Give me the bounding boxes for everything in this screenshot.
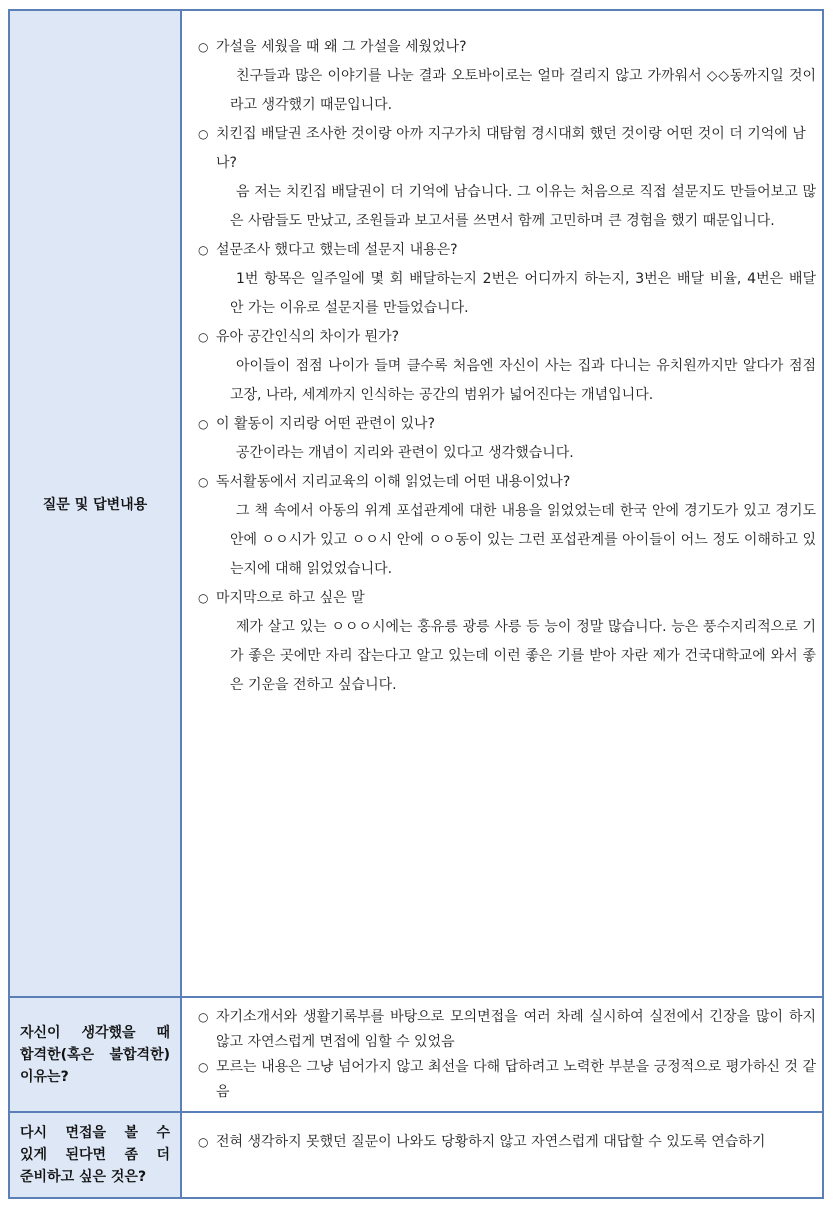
question: ○ 가설을 세웠을 때 왜 그 가설을 세웠었나? bbox=[194, 33, 816, 62]
qa-row bbox=[10, 11, 822, 998]
answer: 공간이라는 개념이 지리와 관련이 있다고 생각했습니다. bbox=[236, 445, 574, 461]
bullet-icon: ○ bbox=[198, 40, 209, 54]
reason-item: ○ 모르는 내용은 그냥 넘어가지 않고 최선을 다해 답하려고 노력한 부분을 긍정적으로 평가하신 것 같음 bbox=[194, 1055, 816, 1105]
answer: 그 책 속에서 아동의 위계 포섭관계에 대한 내용을 읽었었는데 한국 안에 경기도가 있고 경기도 안에 ㅇㅇ시가 있고 ㅇㅇ시 안에 ㅇㅇ동이 있는 그런 포섭관계를 아이들이 어느 정도 이해하고 있는지에 대해 읽었었습니다. bbox=[230, 503, 816, 577]
bullet-icon: ○ bbox=[198, 417, 209, 431]
answer: 음 저는 치킨집 배달권이 더 기억에 남습니다. 그 이유는 처음으로 직접 설문지도 만들어보고 많은 사람들도 만났고, 조원들과 보고서를 쓰면서 함께 고민하며 큰 경험을 했기 때문입니다. bbox=[230, 184, 816, 229]
qa-item bbox=[194, 120, 816, 236]
answer: 아이들이 점점 나이가 들며 클수록 처음엔 자신이 사는 집과 다니는 유치원까지만 알다가 점점 고장, 나라, 세계까지 인식하는 공간의 범위가 넓어진다는 개념입니다. bbox=[230, 358, 816, 403]
preparation-row-label bbox=[10, 1113, 182, 1197]
preparation-label-text: 다시 면접을 볼 수 있게 된다면 좀 더 준비하고 싶은 것은? bbox=[20, 1125, 170, 1185]
bullet-icon: ○ bbox=[198, 330, 209, 344]
qa-label-text: 질문 및 답변내용 bbox=[42, 496, 148, 513]
answer: 친구들과 많은 이야기를 나눈 결과 오토바이로는 얼마 걸리지 않고 가까워서 ◇◇동까지일 것이라고 생각했기 때문입니다. bbox=[230, 68, 816, 113]
question: ○ 유아 공간인식의 차이가 뭔가? bbox=[194, 323, 816, 352]
bullet-icon: ○ bbox=[198, 127, 209, 141]
qa-item bbox=[194, 584, 816, 700]
reason-item: ○ 자기소개서와 생활기록부를 바탕으로 모의면접을 여러 차례 실시하여 실전에서 긴장을 많이 하지 않고 자연스럽게 면접에 임할 수 있었음 bbox=[194, 1005, 816, 1055]
reason-row bbox=[10, 998, 822, 1113]
qa-item bbox=[194, 236, 816, 323]
reason-row-label bbox=[10, 998, 182, 1111]
answer: 1번 항목은 일주일에 몇 회 배달하는지 2번은 어디까지 하는지, 3번은 배달 비율, 4번은 배달 안 가는 이유로 설문지를 만들었습니다. bbox=[230, 271, 816, 316]
question: ○ 마지막으로 하고 싶은 말 bbox=[194, 584, 816, 613]
question: ○ 치킨집 배달권 조사한 것이랑 아까 지구가치 대탐험 경시대회 했던 것이랑 어떤 것이 더 기억에 남나? bbox=[194, 120, 816, 178]
bullet-icon: ○ bbox=[198, 1060, 209, 1074]
qa-list bbox=[194, 33, 816, 700]
preparation-row bbox=[10, 1113, 822, 1197]
bullet-icon: ○ bbox=[198, 1135, 209, 1149]
bullet-icon: ○ bbox=[198, 243, 209, 257]
answer: 제가 살고 있는 ㅇㅇㅇ시에는 홍유릉 광릉 사릉 등 능이 정말 많습니다. 능은 풍수지리적으로 기가 좋은 곳에만 자리 잡는다고 알고 있는데 이런 좋은 기를 받아 자란 제가 건국대학교에 와서 좋은 기운을 전하고 싶습니다. bbox=[230, 619, 816, 693]
question: ○ 설문조사 했다고 했는데 설문지 내용은? bbox=[194, 236, 816, 265]
qa-item bbox=[194, 323, 816, 410]
bullet-icon: ○ bbox=[198, 1010, 209, 1024]
qa-content bbox=[182, 11, 822, 996]
qa-item bbox=[194, 410, 816, 468]
reason-label-text: 자신이 생각했을 때 합격한(혹은 불합격한) 이유는? bbox=[20, 1024, 170, 1085]
interview-record-table bbox=[8, 9, 824, 1199]
qa-row-label bbox=[10, 11, 182, 996]
qa-item bbox=[194, 33, 816, 120]
qa-item bbox=[194, 468, 816, 584]
question: ○ 이 활동이 지리랑 어떤 관련이 있나? bbox=[194, 410, 816, 439]
bullet-icon: ○ bbox=[198, 475, 209, 489]
question: ○ 독서활동에서 지리교육의 이해 읽었는데 어떤 내용이었나? bbox=[194, 468, 816, 497]
preparation-item: ○ 전혀 생각하지 못했던 질문이 나와도 당황하지 않고 자연스럽게 대답할 수 있도록 연습하기 bbox=[194, 1130, 816, 1155]
preparation-content bbox=[182, 1113, 822, 1197]
bullet-icon: ○ bbox=[198, 591, 209, 605]
reason-content bbox=[182, 998, 822, 1111]
